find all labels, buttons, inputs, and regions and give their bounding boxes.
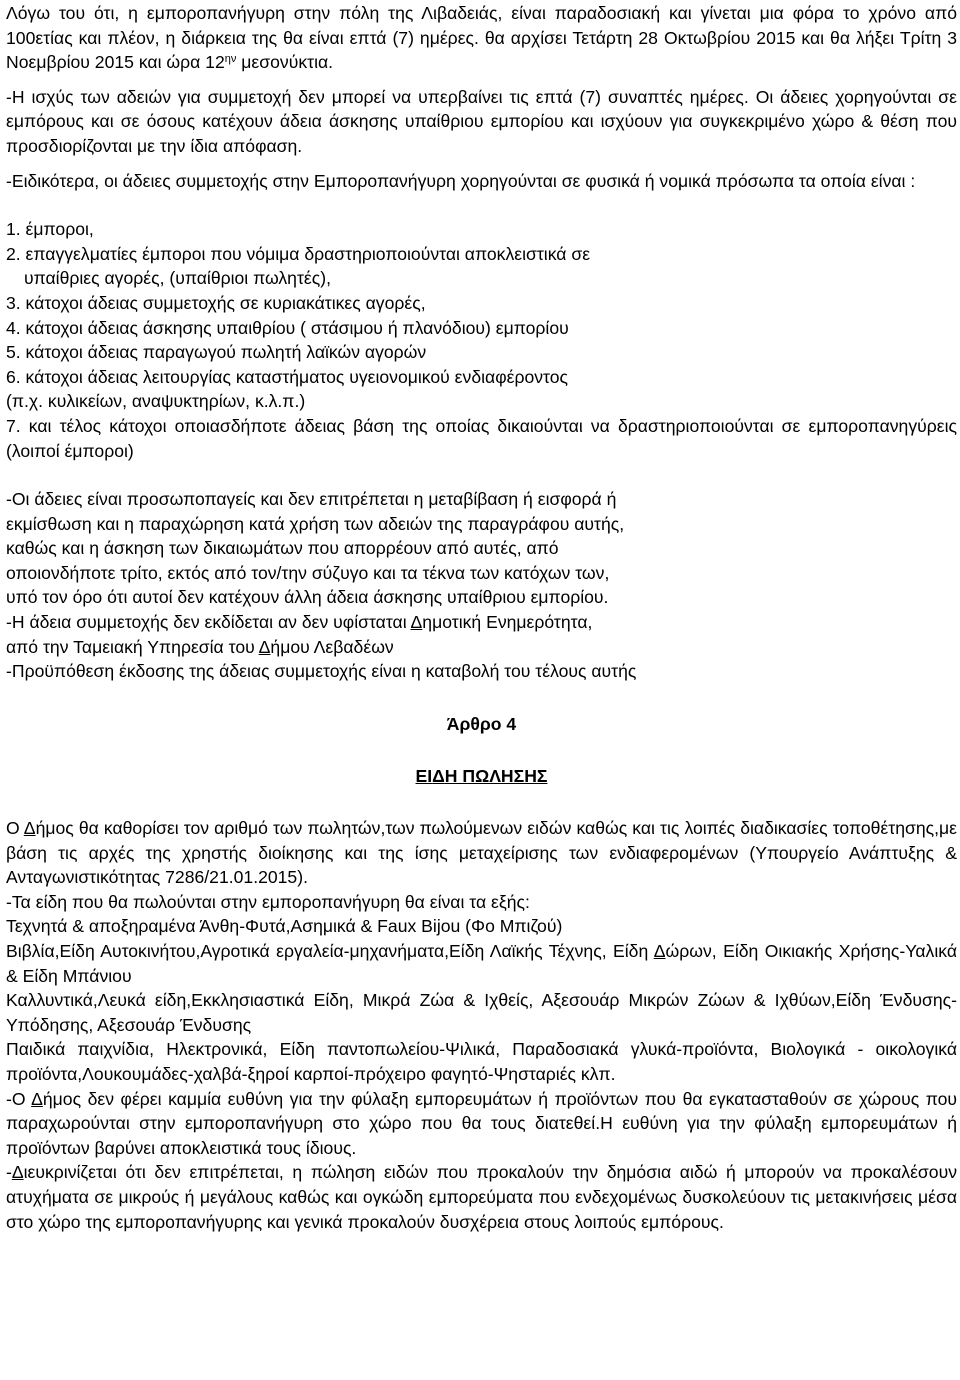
body-paragraph: -Ο Δήμος δεν φέρει καμμία ευθύνη για την φύλαξη εμπορευμάτων ή προϊόντων που θα εγκατασταθούν σε χώρους που παραχωρούνται στην εμποροπανήγυρη στο χώρο που θα τους διατεθεί.Η ευθύνη για την φύλαξη εμπορευμάτων ή προϊόντων βαρύνει αποκλειστικά τους ίδιους. [6, 1088, 957, 1158]
sales-items-block [6, 816, 957, 1234]
rule-line: εκμίσθωση και η παραχώρηση κατά χρήση των αδειών της παραγράφου αυτής, [6, 513, 625, 534]
intro-paragraph-duration [6, 1, 957, 75]
list-item: 1. έμποροι, [6, 219, 94, 240]
rule-line: υπό τον όρο ότι αυτοί δεν κατέχουν άλλη άδεια άσκησης υπαίθριου εμπορίου. [6, 587, 609, 608]
list-item: 7. και τέλος κάτοχοι οποιασδήποτε άδειας βάση της οποίας δικαιούνται να δραστηριοποιούνται σε εμποροπανηγύρεις (λοιποί έμποροι) [6, 415, 957, 461]
list-item: 2. επαγγελματίες έμποροι που νόμιμα δραστηριοποιούνται αποκλειστικά σε [6, 243, 591, 264]
permit-rules-block [6, 487, 957, 684]
permit-eligibility-paragraph: -Ειδικότερα, οι άδειες συμμετοχής στην Εμποροπανήγυρη χορηγούνται σε φυσικά ή νομικά πρόσωπα τα οποία είναι : [6, 170, 916, 191]
body-paragraph: Τεχνητά & αποξηραμένα Άνθη-Φυτά,Ασημικά & Faux Bijou (Φο Μπιζού) [6, 916, 563, 937]
body-paragraph: Ο Δήμος θα καθορίσει τον αριθμό των πωλητών,των πωλούμενων ειδών καθώς και τις λοιπές διαδικασίες τοποθέτησης,με βάση τις αρχές της χρηστής διοίκησης και της ίσης μεταχείρισης των ενδιαφερομένων (Υπουργείο Ανάπτυξης & Ανταγωνιστικότητας 7286/21.01.2015). [6, 818, 957, 888]
superscript: ην [224, 53, 237, 66]
body-paragraph: -Διευκρινίζεται ότι δεν επιτρέπεται, η πώληση ειδών που προκαλούν την δημόσια αιδώ ή μπορούν να προκαλέσουν ατυχήματα σε μικρούς ή μεγάλους καθώς και ογκώδη εμπορεύματα που ενδεχομένως δυσκολεύουν τις μετακινήσεις μέσα στο χώρο της εμποροπανήγυρης και γενικά προκαλούν δυσχέρεια στους λοιπούς εμπόρους. [6, 1162, 957, 1232]
rule-line: -Οι άδειες είναι προσωποπαγείς και δεν επιτρέπεται η μεταβίβαση ή εισφορά ή [6, 489, 617, 510]
list-item: 6. κάτοχοι άδειας λειτουργίας καταστήματος υγειονομικού ενδιαφέροντος [6, 366, 568, 387]
rule-line: από την Ταμειακή Υπηρεσία του Δήμου Λεβαδέων [6, 636, 394, 657]
list-item-continuation: (π.χ. κυλικείων, αναψυκτηρίων, κ.λ.π.) [6, 391, 306, 412]
body-paragraph: Καλλυντικά,Λευκά είδη,Εκκλησιαστικά Είδη, Μικρά Ζώα & Ιχθείς, Αξεσουάρ Μικρών Ζώων & Ιχθύων,Είδη Ένδυσης-Υπόδησης, Αξεσουάρ Ένδυσης [6, 990, 957, 1035]
body-paragraph: Παιδικά παιχνίδια, Ηλεκτρονικά, Είδη παντοπωλείου-Ψιλικά, Παραδοσιακά γλυκά-προϊόντα, Βιολογικά - οικολογικά προϊόντα,Λουκουμάδες-χαλβά-ξηροί καρποί-πρόχειρο φαγητό-Ψησταριές κλπ. [6, 1039, 957, 1084]
list-item: 5. κάτοχοι άδειας παραγωγού πωλητή λαϊκών αγορών [6, 342, 427, 363]
eligible-list [6, 217, 957, 463]
document-body [6, 1, 957, 1234]
rule-line: -Προϋπόθεση έκδοσης της άδειας συμμετοχής είναι η καταβολή του τέλους αυτής [6, 661, 637, 682]
intro-text-end: μεσονύκτια. [236, 52, 334, 73]
rule-line: -Η άδεια συμμετοχής δεν εκδίδεται αν δεν υφίσταται Δημοτική Ενημερότητα, [6, 612, 593, 633]
section-title: ΕΙΔΗ ΠΩΛΗΣΗΣ [415, 766, 548, 787]
body-paragraph: -Τα είδη που θα πωλούνται στην εμποροπανήγυρη θα είναι τα εξής: [6, 891, 530, 912]
intro-text: Λόγω του ότι, η εμποροπανήγυρη στην πόλη της Λιβαδειάς, είναι παραδοσιακή και γίνεται μια φόρα το χρόνο από 100ετίας και πλέον, η διάρκεια της θα είναι επτά (7) ημέρες. θα αρχίσει Τετάρτη 28 Οκτωβρίου 2015 και θα λήξει Τρίτη 3 Νοεμβρίου 2015 και ώρα 12 [6, 3, 957, 73]
permit-validity-paragraph: -Η ισχύς των αδειών για συμμετοχή δεν μπορεί να υπερβαίνει τις επτά (7) συναπτές ημέρες. Οι άδειες χορηγούνται σε εμπόρους και σε όσους κατέχουν άδεια άσκησης υπαίθριου εμπορίου και ισχύουν για συγκεκριμένο χώρο & θέση που προσδιορίζονται με την ίδια απόφαση. [6, 86, 957, 156]
list-item-continuation: υπαίθριες αγορές, (υπαίθριοι πωλητές), [24, 268, 331, 289]
article-title: Άρθρο 4 [446, 713, 517, 734]
list-item: 3. κάτοχοι άδειας συμμετοχής σε κυριακάτικες αγορές, [6, 292, 426, 313]
rule-line: καθώς και η άσκηση των δικαιωμάτων που απορρέουν από αυτές, από [6, 538, 559, 559]
list-item: 4. κάτοχοι άδειας άσκησης υπαιθρίου ( στάσιμου ή πλανόδιου) εμπορίου [6, 317, 569, 338]
body-paragraph: Βιβλία,Είδη Αυτοκινήτου,Αγροτικά εργαλεία-μηχανήματα,Είδη Λαϊκής Τέχνης, Είδη Δώρων, Είδη Οικιακής Χρήσης-Υαλικά & Είδη Μπάνιου [6, 941, 957, 986]
rule-line: οποιονδήποτε τρίτο, εκτός από τον/την σύζυγο και τα τέκνα των κατόχων των, [6, 562, 610, 583]
